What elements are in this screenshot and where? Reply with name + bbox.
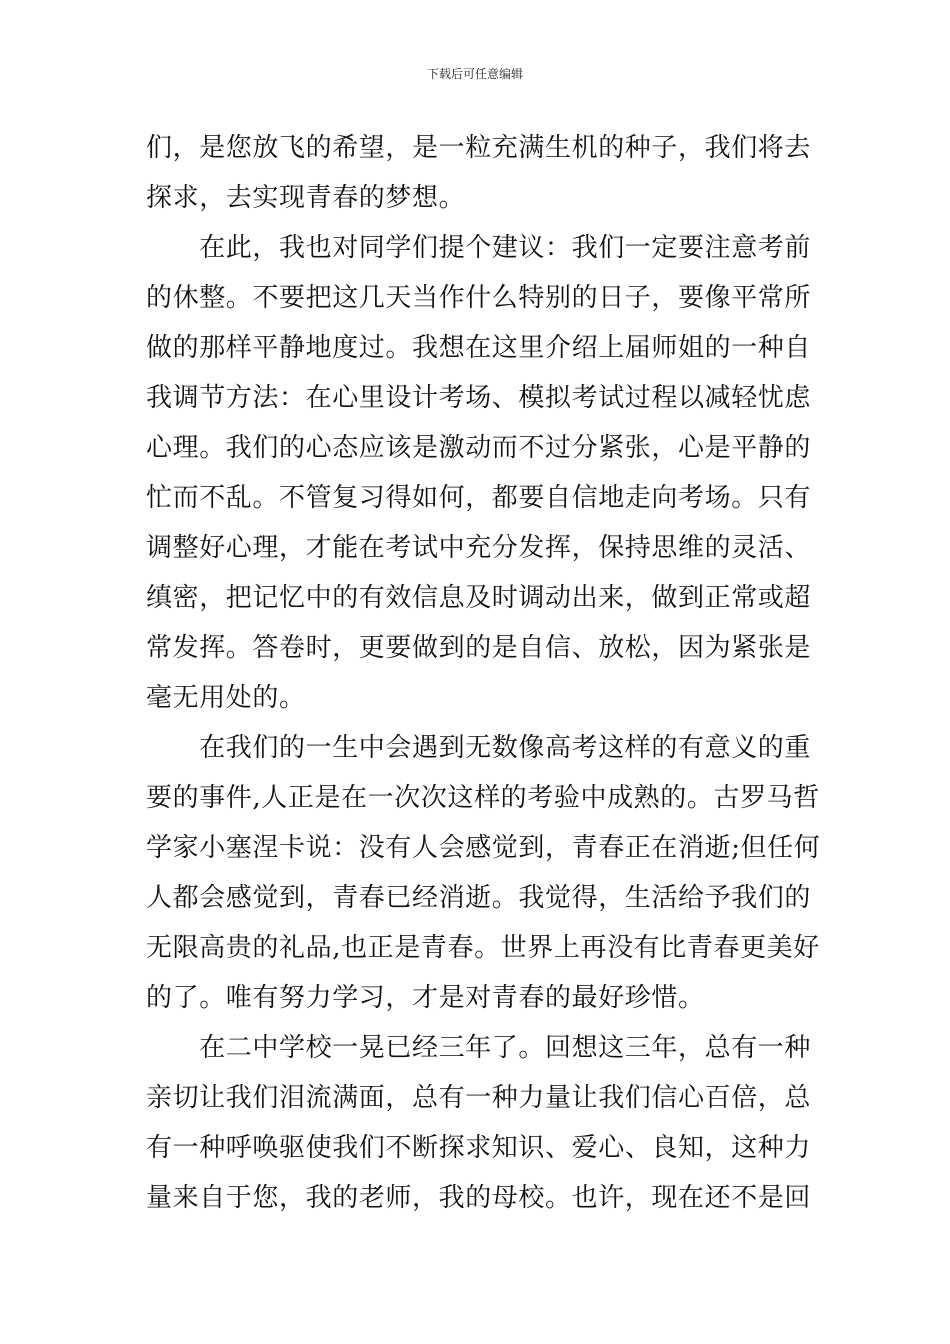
body-line: 学家小塞涅卡说：没有人会感觉到，青春正在消逝;但任何 <box>146 833 821 863</box>
body-line: 心理。我们的心态应该是激动而不过分紧张，心是平静的 <box>146 433 812 463</box>
body-line: 亲切让我们泪流满面，总有一种力量让我们信心百倍，总 <box>146 1083 812 1113</box>
body-line: 毫无用处的。 <box>146 683 306 713</box>
body-line: 量来自于您，我的老师，我的母校。也许，现在还不是回 <box>146 1183 812 1213</box>
body-line: 缜密，把记忆中的有效信息及时调动出来，做到正常或超 <box>146 583 812 613</box>
body-line: 要的事件,人正是在一次次这样的考验中成熟的。古罗马哲 <box>146 783 820 813</box>
body-line: 的休整。不要把这几天当作什么特别的日子，要像平常所 <box>146 283 812 313</box>
body-line: 在此，我也对同学们提个建议：我们一定要注意考前 <box>146 233 812 263</box>
body-line: 无限高贵的礼品,也正是青春。世界上再没有比青春更美好 <box>146 933 820 963</box>
body-line: 忙而不乱。不管复习得如何，都要自信地走向考场。只有 <box>146 483 812 513</box>
page-header: 下载后可任意编辑 <box>426 67 523 81</box>
body-line: 我调节方法：在心里设计考场、模拟考试过程以减轻忧虑 <box>146 383 812 413</box>
body-line: 做的那样平静地度过。我想在这里介绍上届师姐的一种自 <box>146 333 812 363</box>
body-line: 调整好心理，才能在考试中充分发挥，保持思维的灵活、 <box>146 533 812 563</box>
body-line: 们，是您放飞的希望，是一粒充满生机的种子，我们将去 <box>146 133 812 163</box>
body-line: 在二中学校一晃已经三年了。回想这三年，总有一种 <box>146 1033 812 1063</box>
body-line: 探求，去实现青春的梦想。 <box>146 183 466 213</box>
body-line: 常发挥。答卷时，更要做到的是自信、放松，因为紧张是 <box>146 633 812 663</box>
body-line: 人都会感觉到，青春已经消逝。我觉得，生活给予我们的 <box>146 883 812 913</box>
body-line: 在我们的一生中会遇到无数像高考这样的有意义的重 <box>146 733 812 763</box>
body-line: 的了。唯有努力学习，才是对青春的最好珍惜。 <box>146 983 705 1013</box>
body-line: 有一种呼唤驱使我们不断探求知识、爱心、良知，这种力 <box>146 1133 812 1163</box>
